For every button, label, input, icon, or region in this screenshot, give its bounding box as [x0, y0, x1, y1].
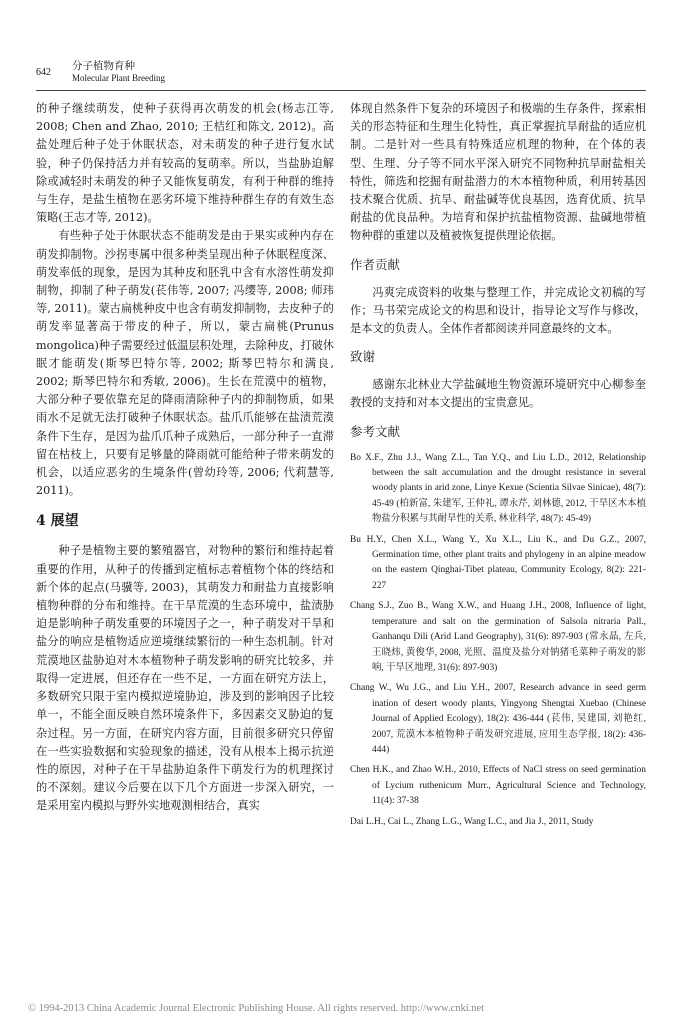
header-divider	[36, 90, 646, 91]
right-column	[350, 100, 646, 835]
section-heading-outlook: 4 展望	[36, 513, 79, 530]
page-header	[36, 58, 646, 88]
journal-title-en: Molecular Plant Breeding	[72, 73, 165, 83]
reference-list	[350, 451, 646, 830]
reference-item: Chang W., Wu J.G., and Liu Y.H., 2007, Research advance in seed germ ination of desert woody plants, Yingyong Shengtai Xuebao (Chinese Journal of Applied Ecology), 18(2): 436-444 (苌伟, 吴建国, 刘艳红, 2007, 荒漠木本植物种子萌发研究进展, 应用生态学报, 18(2): 436-444)	[350, 683, 646, 755]
right-paragraph-1: 体现自然条件下复杂的环境因子和极端的生存条件，探索相关的形态特征和生理生化特性，真正掌握抗旱耐盐的适应机制。二是针对一些具有特殊适应机理的物种，在个体的表型、生理、分子等不同水平深入研究不同物种抗旱耐盐相关特性，筛选和挖掘有耐盐潜力的木本植物种质，利用转基因技术聚合优质、抗旱、耐盐碱等优良基因，选育优质、抗旱耐盐的优良品种。为培育和保护抗盐植物资源、盐碱地带植物种群的重建以及植被恢复提供理论依据。	[350, 102, 646, 243]
journal-title-cn: 分子植物育种	[72, 60, 135, 72]
reference-item: Dai L.H., Cai L., Zhang L.G., Wang L.C., and Jia J., 2011, Study	[350, 816, 594, 827]
contributions-heading: 作者贡献	[350, 256, 401, 272]
contributions-text: 冯爽完成资料的收集与整理工作，并完成论文初稿的写作；马书荣完成论文的构思和设计，指导论文写作与修改，是本文的负责人。全体作者都阅读并同意最终的文本。	[350, 285, 646, 336]
reference-item: Bo X.F., Zhu J.J., Wang Z.L., Tan Y.Q., and Liu L.D., 2012, Relationship between the salt accumulation and the drought resistance in several woody plants in arid zone, Linye Kexue (Scientia Silvae Sinicae), 48(7): 45-49 (柏新富, 朱建军, 王仲礼, 谭永芹, 刘林德, 2012, 干旱区木本植物盐分积累与其耐旱性的关系, 林业科学, 48(7): 45-49)	[350, 452, 646, 525]
copyright-footer: © 1994-2013 China Academic Journal Electronic Publishing House. All rights reserved. http://www.cnki.net	[28, 1003, 485, 1014]
left-paragraph-2: 有些种子处于休眠状态不能萌发是由于果实或种内存在萌发抑制物。沙拐枣属中很多种类呈现出种子休眠程度深、萌发率低的现象，是因为其种皮和胚乳中含有水溶性萌发抑制物，抑制了种子萌发(苌伟等, 2007; 冯缨等, 2008; 师玮等, 2011)。蒙古扁桃种皮中也含有萌发抑制物，去皮种子的萌发率显著高于带皮的种子，所以，蒙古扁桃(Prunus mongolica)种子需要经过低温层积处理，去除种皮，打破休眠才能萌发(斯琴巴特尔等, 2002; 斯琴巴特尔和满良, 2002; 斯琴巴特尔和秀敏, 2006)。生长在荒漠中的植物，大部分种子要依靠充足的降雨清除种子内的抑制物质，如果雨水不足就无法打破种子休眠状态。盐爪爪能够在盐渍荒漠条件下生存，是因为盐爪爪种子成熟后，一部分种子一直滞留在枯枝上，只要有足够量的降雨就可能给种子带来萌发的机会，以适应恶劣的生境条件(曾幼玲等, 2006; 代莉慧等, 2011)。	[36, 229, 334, 498]
reference-item: Bu H.Y., Chen X.L., Wang Y., Xu X.L., Liu K., and Du G.Z., 2007, Germination time, other plant traits and phylogeny in an alpine meadow on the eastern Qinghai-Tibet plateau, Community Ecology, 8(2): 221-227	[350, 534, 646, 591]
acknowledgement-heading: 致谢	[350, 349, 376, 365]
page-number: 642	[36, 67, 51, 78]
left-paragraph-1: 的种子继续萌发，使种子获得再次萌发的机会(杨志江等, 2008; Chen and Zhao, 2010; 王桔红和陈文, 2012)。高盐处理后种子处于休眠状态，对未萌发的种子进行复水试验，种子仍保持活力并有较高的复萌率。所以，当盐胁迫解除或减轻时未萌发的种子又能恢复萌发，有利于种群的维持与生存，是盐生植物在恶劣环境下维持种群生存的有效生态策略(王志才等, 2012)。	[36, 102, 334, 225]
acknowledgement-text: 感谢东北林业大学盐碱地生物资源环境研究中心柳参奎教授的支持和对本文提出的宝贵意见。	[350, 378, 646, 410]
left-paragraph-3: 种子是植物主要的繁殖器官，对物种的繁衍和维持起着重要的作用，从种子的传播到定植标志着植物个体的终结和新个体的起点(马骥等, 2003)，其萌发力和耐盐力直接影响植物种群的分布和维持。在干旱荒漠的生态环境中，盐渍胁迫是影响种子萌发重要的环境因子之一，种子萌发对干旱和盐分的响应是植物适应逆境继续繁衍的一种生态机制。针对荒漠地区盐胁迫对木本植物种子萌发影响的研究比较多，并取得一定进展，但还存在一些不足，一方面在研究方法上，多数研究只限于室内模拟逆境胁迫，涉及到的影响因子比较单一，不能全面反映自然环境条件下，多因素交叉胁迫的复杂过程。另一方面，在研究内容方面，目前很多研究只停留在一些实验数据和实验现象的描述，没有从根本上揭示抗逆性的原因，对种子在干旱盐胁迫条件下萌发行为的机理探讨的不深刻。建议今后要在以下几个方面进一步深入研究，一是采用室内模拟与野外实地观测相结合，真实	[36, 544, 334, 813]
references-heading: 参考文献	[350, 423, 401, 439]
reference-item: Chen H.K., and Zhao W.H., 2010, Effects of NaCl stress on seed germination of Lycium ruthenicum Murr., Agricultural Science and Technology, 11(4): 37-38	[350, 765, 646, 807]
reference-item: Chang S.J., Zuo B., Wang X.W., and Huang J.H., 2008, Influence of light, temperature and salt on the germination of Salsola nitraria Pall., Ganhanqu Dili (Arid Land Geography), 31(6): 897-903 (常永晶, 左兵, 王晓炜, 黄俊华, 2008, 光照、温度及盐分对钠猪毛菜种子萌发的影响, 干旱区地理, 31(6): 897-903)	[350, 601, 646, 673]
left-column	[36, 100, 334, 816]
